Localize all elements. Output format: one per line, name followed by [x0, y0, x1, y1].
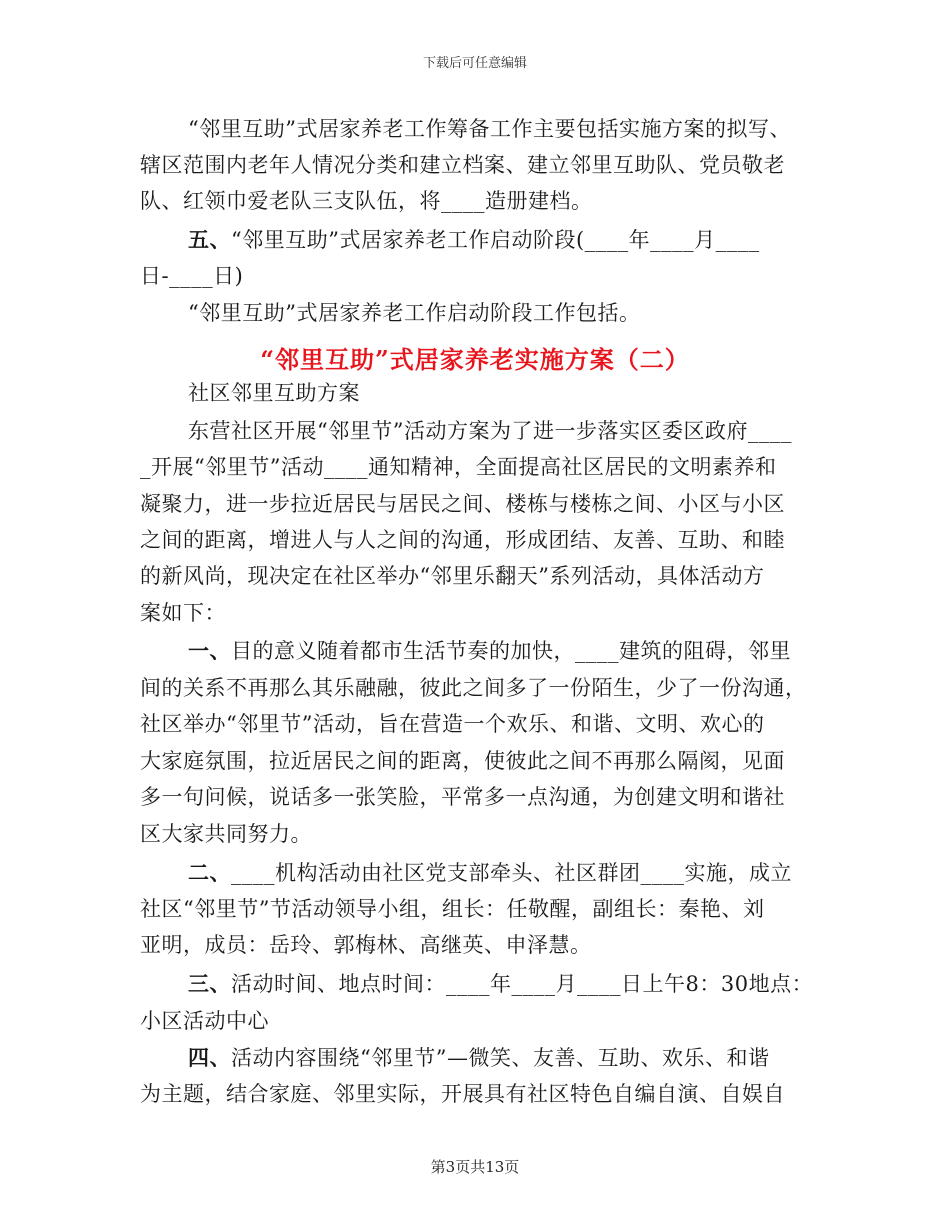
- page-footer: 第3页共13页: [430, 1158, 520, 1176]
- section-heading-1: 一、目的意义随着都市生活节奏的加快，____建筑的阻碍，邻里: [188, 638, 791, 663]
- section-heading-3: 三、活动时间、地点时间：____年____月____日上午8：30地点：: [188, 971, 814, 996]
- body-line-13: 案如下：: [140, 601, 226, 625]
- body-line-12: 的新风尚，现决定在社区举办“邻里乐翻天”系列活动，具体活动方: [140, 564, 765, 588]
- section-heading-4: 四、活动内容围绕“邻里节”—微笑、友善、互助、欢乐、和谐: [188, 1045, 770, 1070]
- body-line-9: _开展“邻里节”活动____通知精神，全面提高社区居民的文明素养和: [140, 455, 777, 479]
- section-heading-5: 五、“邻里互助”式居家养老工作启动阶段(____年____月____: [188, 227, 760, 252]
- body-line-16: 社区举办“邻里节”活动，旨在营造一个欢乐、和谐、文明、欢心的: [140, 712, 765, 736]
- body-line-5: 日-____日): [140, 264, 244, 288]
- body-line-1: “邻里互助”式居家养老工作筹备工作主要包括实施方案的拟写、: [188, 117, 791, 141]
- body-line-22: 亚明，成员：岳玲、郭梅林、高继英、申泽慧。: [140, 933, 592, 957]
- body-line-8: 东营社区开展“邻里节”活动方案为了进一步落实区委区政府____: [188, 419, 792, 443]
- body-line-11: 之间的距离，增进人与人之间的沟通，形成团结、友善、互助、和睦: [140, 528, 785, 552]
- page-header: 下载后可任意编辑: [422, 56, 527, 71]
- body-line-26: 为主题，结合家庭、邻里实际，开展具有社区特色自编自演、自娱自: [140, 1082, 785, 1106]
- body-line-21: 社区“邻里节”节活动领导小组，组长：任敬醒，副组长：秦艳、刘: [140, 897, 765, 921]
- body-line-24: 小区活动中心: [140, 1009, 269, 1033]
- body-line-15: 间的关系不再那么其乐融融，彼此之间多了一份陌生，少了一份沟通，: [140, 676, 807, 700]
- section-title: “邻里互助”式居家养老实施方案（二）: [260, 345, 690, 374]
- body-line-6: “邻里互助”式居家养老工作启动阶段工作包括。: [188, 301, 641, 325]
- section-heading-2: 二、____机构活动由社区党支部牵头、社区群团____实施，成立: [188, 860, 792, 885]
- body-line-10: 凝聚力，进一步拉近居民与居民之间、楼栋与楼栋之间、小区与小区: [140, 492, 785, 516]
- body-line-19: 区大家共同努力。: [140, 822, 312, 846]
- body-line-3: 队、红领巾爱老队三支队伍，将____造册建档。: [140, 189, 593, 213]
- body-line-2: 辖区范围内老年人情况分类和建立档案、建立邻里互助队、党员敬老: [140, 153, 785, 177]
- subtitle-line: 社区邻里互助方案: [188, 381, 360, 405]
- body-line-18: 多一句问候，说话多一张笑脸，平常多一点沟通，为创建文明和谐社: [140, 785, 785, 809]
- body-line-17: 大家庭氛围，拉近居民之间的距离，使彼此之间不再那么隔阂，见面: [140, 749, 785, 773]
